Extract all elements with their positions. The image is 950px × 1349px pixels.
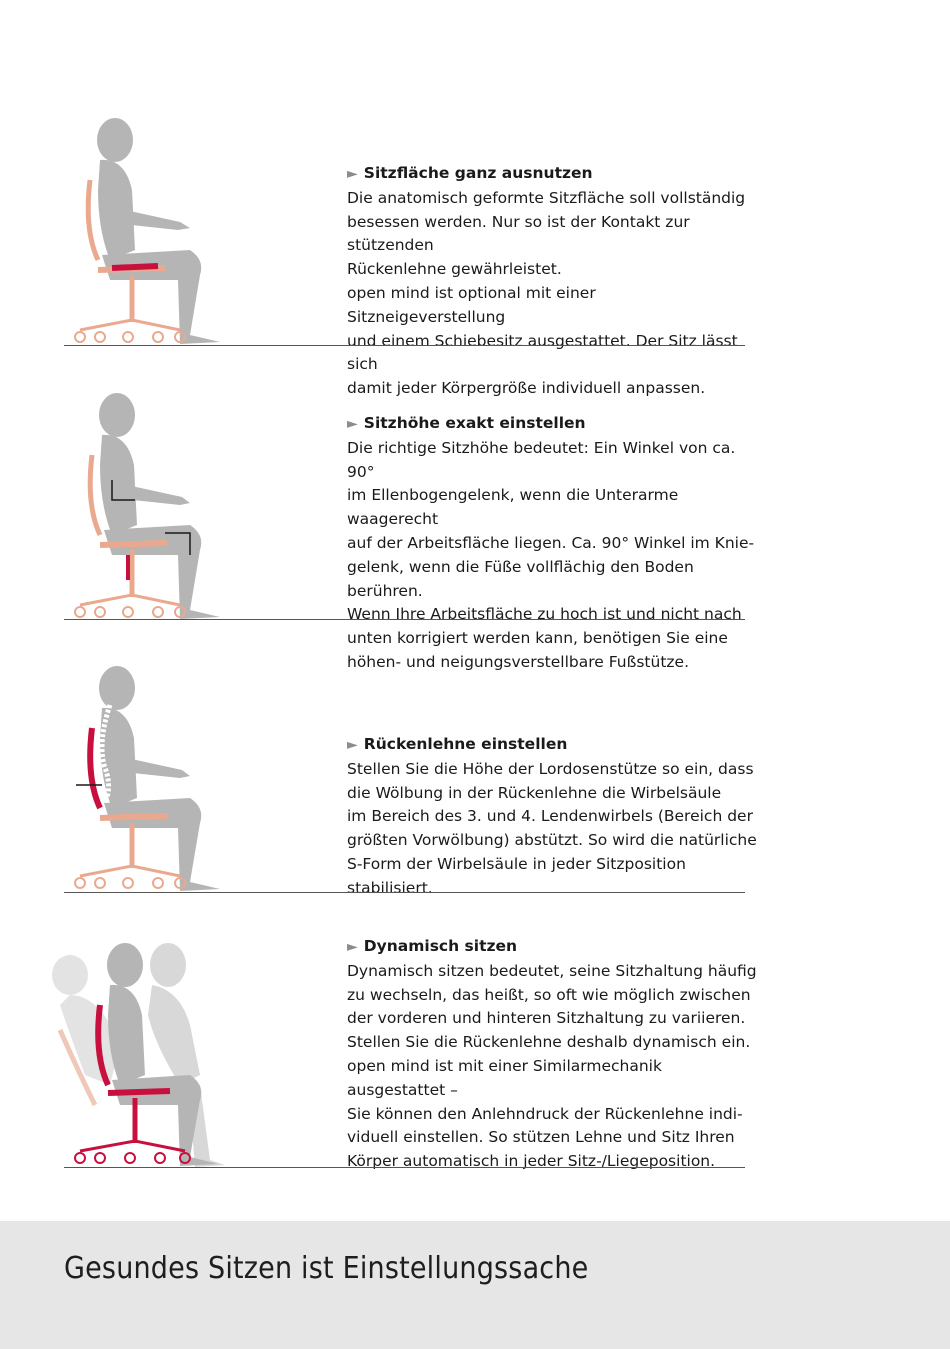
triangle-marker-icon: ► bbox=[347, 939, 358, 955]
illustration-seat-height bbox=[40, 385, 240, 625]
section-divider bbox=[64, 619, 745, 620]
section-divider bbox=[64, 892, 745, 893]
illustration-backrest bbox=[40, 660, 240, 895]
illustration-seat-usage bbox=[40, 110, 240, 350]
section-body: Die anatomisch geformte Sitzfläche soll vollständig besessen werden. Nur so ist der Kontakt zur stützenden Rückenlehne gewährleistet. open mind ist optional mit einer Sitzneigeverstellung und einem Schiebesitz ausgestattet. Der Sitz lässt sich damit jeder Körpergröße individuell anpassen. bbox=[347, 188, 746, 398]
section-divider bbox=[64, 1167, 745, 1168]
footer-band bbox=[0, 1221, 950, 1349]
section-body: Dynamisch sitzen bedeutet, seine Sitzhaltung häufig zu wechseln, das heißt, so oft wie möglich zwischen der vorderen und hinteren Sitzhaltung zu variieren. Stellen Sie die Rückenlehne deshalb dynamisch ein. open mind ist mit einer Similarmechanik ausgestattet – Sie können den Anlehndruck der Rückenlehne indi- viduell einstellen. So stützen Lehne und Sitz Ihren Körper automatisch in jeder Sitz-/Liegeposition. bbox=[347, 961, 757, 1171]
section-heading bbox=[347, 733, 757, 758]
illustration-dynamic-sitting bbox=[40, 935, 240, 1170]
section-text bbox=[347, 733, 757, 901]
section-body: Stellen Sie die Höhe der Lordosenstütze so ein, dass die Wölbung in der Rückenlehne die Wirbelsäule im Bereich des 3. und 4. Lendenwirbels (Bereich der größten Vorwölbung) abstützt. So wird die natürliche S-Form der Wirbelsäule in jeder Sitzposition stabilisiert. bbox=[347, 759, 757, 897]
section-body: Die richtige Sitzhöhe bedeutet: Ein Winkel von ca. 90° im Ellenbogengelenk, wenn die Unterarme waagerecht auf der Arbeitsfläche liegen. Ca. 90° Winkel im Knie- gelenk, wenn die Füße vollflächig den Boden berühren. Wenn Ihre Arbeitsfläche zu hoch ist und nicht nach unten korrigiert werden kann, benötigen Sie eine höhen- und neigungsverstellbare Fußstütze. bbox=[347, 438, 755, 671]
triangle-marker-icon: ► bbox=[347, 737, 358, 753]
section-text bbox=[347, 412, 757, 675]
section-heading bbox=[347, 412, 757, 437]
section-heading-label: Rückenlehne einstellen bbox=[363, 735, 568, 753]
section-heading-label: Dynamisch sitzen bbox=[363, 937, 518, 955]
section-text bbox=[347, 935, 757, 1174]
section-heading-label: Sitzfläche ganz ausnutzen bbox=[363, 164, 593, 182]
triangle-marker-icon: ► bbox=[347, 166, 358, 182]
page-title: Gesundes Sitzen ist Einstellungssache bbox=[64, 1251, 589, 1286]
triangle-marker-icon: ► bbox=[347, 416, 358, 432]
section-heading bbox=[347, 935, 757, 960]
section-heading-label: Sitzhöhe exakt einstellen bbox=[363, 414, 586, 432]
section-heading bbox=[347, 162, 757, 187]
section-divider bbox=[64, 345, 745, 346]
section-text bbox=[347, 162, 757, 401]
